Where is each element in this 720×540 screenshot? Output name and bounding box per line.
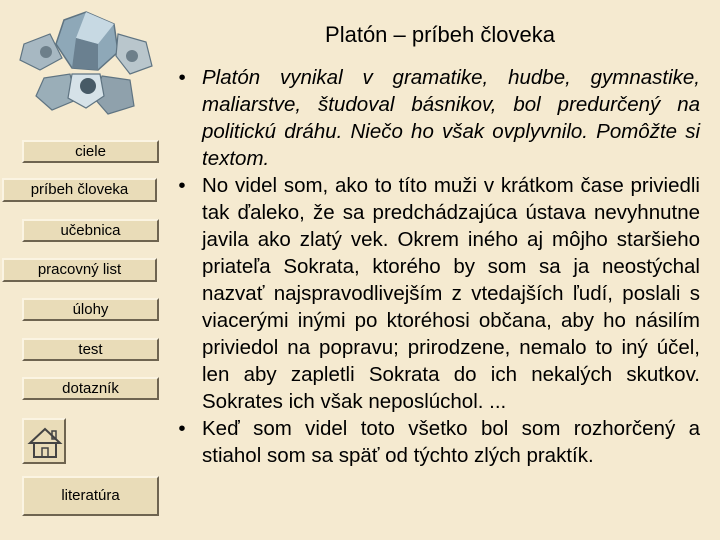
nav-label-ulohy: úlohy: [72, 301, 109, 318]
list-item: [172, 172, 700, 415]
nav-label-ciele: ciele: [75, 143, 106, 160]
page-title: Platón – príbeh človeka: [325, 22, 555, 47]
list-item: [172, 64, 700, 172]
nav-button-dotaznik[interactable]: [22, 377, 159, 400]
logo-image: [6, 4, 166, 124]
bullet-text: No videl som, ako to títo muži v krátkom čase priviedli tak ďaleko, že sa predchádzajúca ústava nevyhnutne javila ako zlatý vek. Okrem iného aj môjho staršieho priateľa Sokrata, ktorého by som sa ja neostýchal nazvať najspravodlivejším z vtedajších ľudí, poslali s viacerými inými po ktoréhosi občana, aby ho násilím priviedol na popravu; prirodzene, nemalo to iný účel, len aby zapletli Sokrata do ich nekalých skutkov. Sokrates ich však neposlúchol. ...: [202, 174, 700, 413]
nav-label-pribeh-cloveka: príbeh človeka: [30, 181, 129, 198]
bullet-marker: •: [178, 417, 186, 440]
home-button[interactable]: [22, 418, 66, 464]
nav-label-literatura: literatúra: [61, 487, 120, 504]
content-list: [172, 64, 700, 469]
nav-label-pracovny-list: pracovný list: [37, 261, 122, 278]
nav-button-ulohy[interactable]: [22, 298, 159, 321]
list-item: [172, 415, 700, 469]
nav-button-literatura[interactable]: [22, 476, 159, 516]
bullet-text: Platón vynikal v gramatike, hudbe, gymnastike, maliarstve, študoval básnikov, bol predurčený na politickú dráhu. Niečo ho však ovplyvnilo. Pomôžte si textom.: [202, 66, 700, 170]
nav-label-ucebnica: učebnica: [60, 222, 121, 239]
nav-button-pracovny-list[interactable]: [2, 258, 157, 282]
bullet-marker: •: [178, 66, 186, 89]
nav-button-ciele[interactable]: [22, 140, 159, 163]
nav-button-test[interactable]: [22, 338, 159, 361]
bullet-text: Keď som videl toto všetko bol som rozhorčený a stiahol som sa späť od týchto zlých praktík.: [202, 417, 700, 467]
nav-button-ucebnica[interactable]: [22, 219, 159, 242]
nav-label-dotaznik: dotazník: [62, 380, 119, 397]
home-icon: [26, 423, 64, 461]
bullet-marker: •: [178, 174, 186, 197]
nav-button-pribeh-cloveka[interactable]: [2, 178, 157, 202]
nav-label-test: test: [78, 341, 103, 358]
